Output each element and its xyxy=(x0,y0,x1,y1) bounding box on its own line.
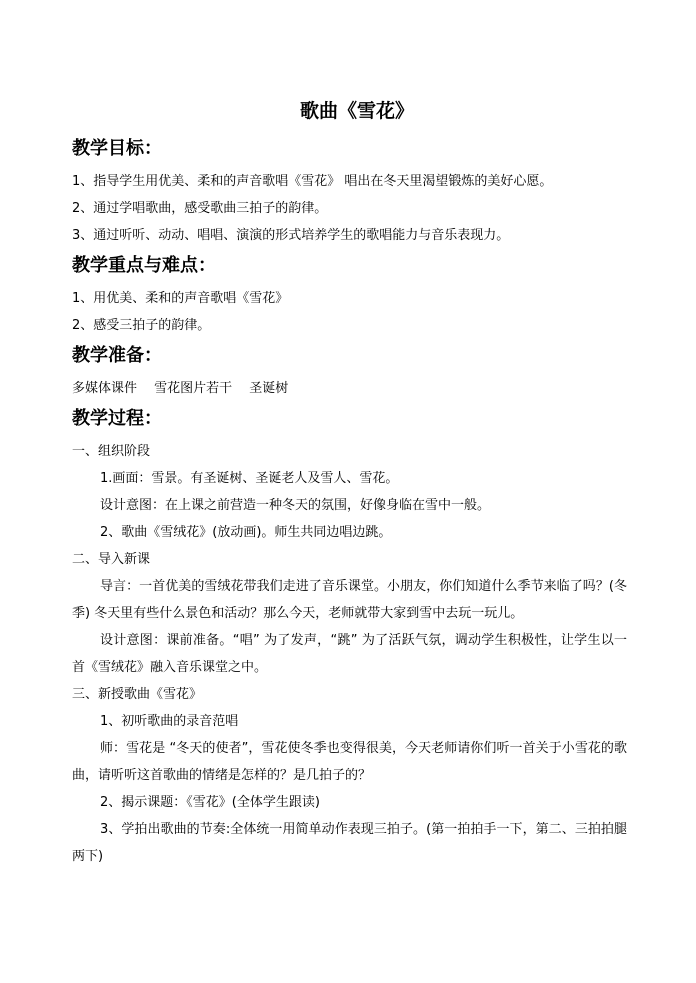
process-part1-title: 一、组织阶段 xyxy=(72,444,151,459)
key-point-item-1: 1、用优美、柔和的声音歌唱《雪花》 xyxy=(72,291,289,306)
page-title: 歌曲《雪花》 xyxy=(299,100,414,122)
preparation-text: 多媒体课件 雪花图片若干 圣诞树 xyxy=(72,381,289,396)
heading-objectives: 教学目标： xyxy=(72,138,162,159)
objective-item-3: 3、通过听听、动动、唱唱、演演的形式培养学生的歌唱能力与音乐表现力。 xyxy=(72,228,510,243)
heading-key-points: 教学重点与难点： xyxy=(72,255,216,276)
process-part3-line2: 2、揭示课题：《雪花》(全体学生跟读) xyxy=(100,795,320,810)
process-part1-line3: 2、歌曲《雪绒花》(放动画)。师生共同边唱边跳。 xyxy=(100,525,392,540)
process-part2-para1: 导言：一首优美的雪绒花带我们走进了音乐课堂。小朋友，你们知道什么季节来临了吗？(冬季) 冬天里有些什么景色和活动？那么今天，老师就带大家到雪中去玩一玩儿。 xyxy=(72,579,627,621)
lesson-plan xyxy=(72,96,627,870)
heading-process: 教学过程： xyxy=(72,408,162,429)
key-point-item-2: 2、感受三拍子的韵律。 xyxy=(72,318,211,333)
process-part3-title: 三、新授歌曲《雪花》 xyxy=(72,687,203,702)
process-part3-para1: 师：雪花是 “冬天的使者”，雪花使冬季也变得很美，今天老师请你们听一首关于小雪花的歌曲，请听听这首歌曲的情绪是怎样的？是几拍子的？ xyxy=(72,741,627,783)
objective-item-2: 2、通过学唱歌曲，感受歌曲三拍子的韵律。 xyxy=(72,201,328,216)
process-part3-para2: 3、学拍出歌曲的节奏:全体统一用简单动作表现三拍子。(第一拍拍手一下，第二、三拍拍腿两下) xyxy=(72,822,627,864)
process-part1-line1: 1.画面：雪景。有圣诞树、圣诞老人及雪人、雪花。 xyxy=(100,471,399,486)
process-part2-title: 二、导入新课 xyxy=(72,552,151,567)
process-part3-line1: 1、初听歌曲的录音范唱 xyxy=(100,714,239,729)
process-part1-line2: 设计意图：在上课之前营造一种冬天的氛围，好像身临在雪中一般。 xyxy=(100,498,491,513)
heading-preparation: 教学准备： xyxy=(72,345,162,366)
process-part2-para2: 设计意图：课前准备。“唱” 为了发声，“跳” 为了活跃气氛，调动学生积极性，让学生以一首《雪绒花》融入音乐课堂之中。 xyxy=(72,633,627,675)
objective-item-1: 1、指导学生用优美、柔和的声音歌唱《雪花》 唱出在冬天里渴望锻炼的美好心愿。 xyxy=(72,174,553,189)
